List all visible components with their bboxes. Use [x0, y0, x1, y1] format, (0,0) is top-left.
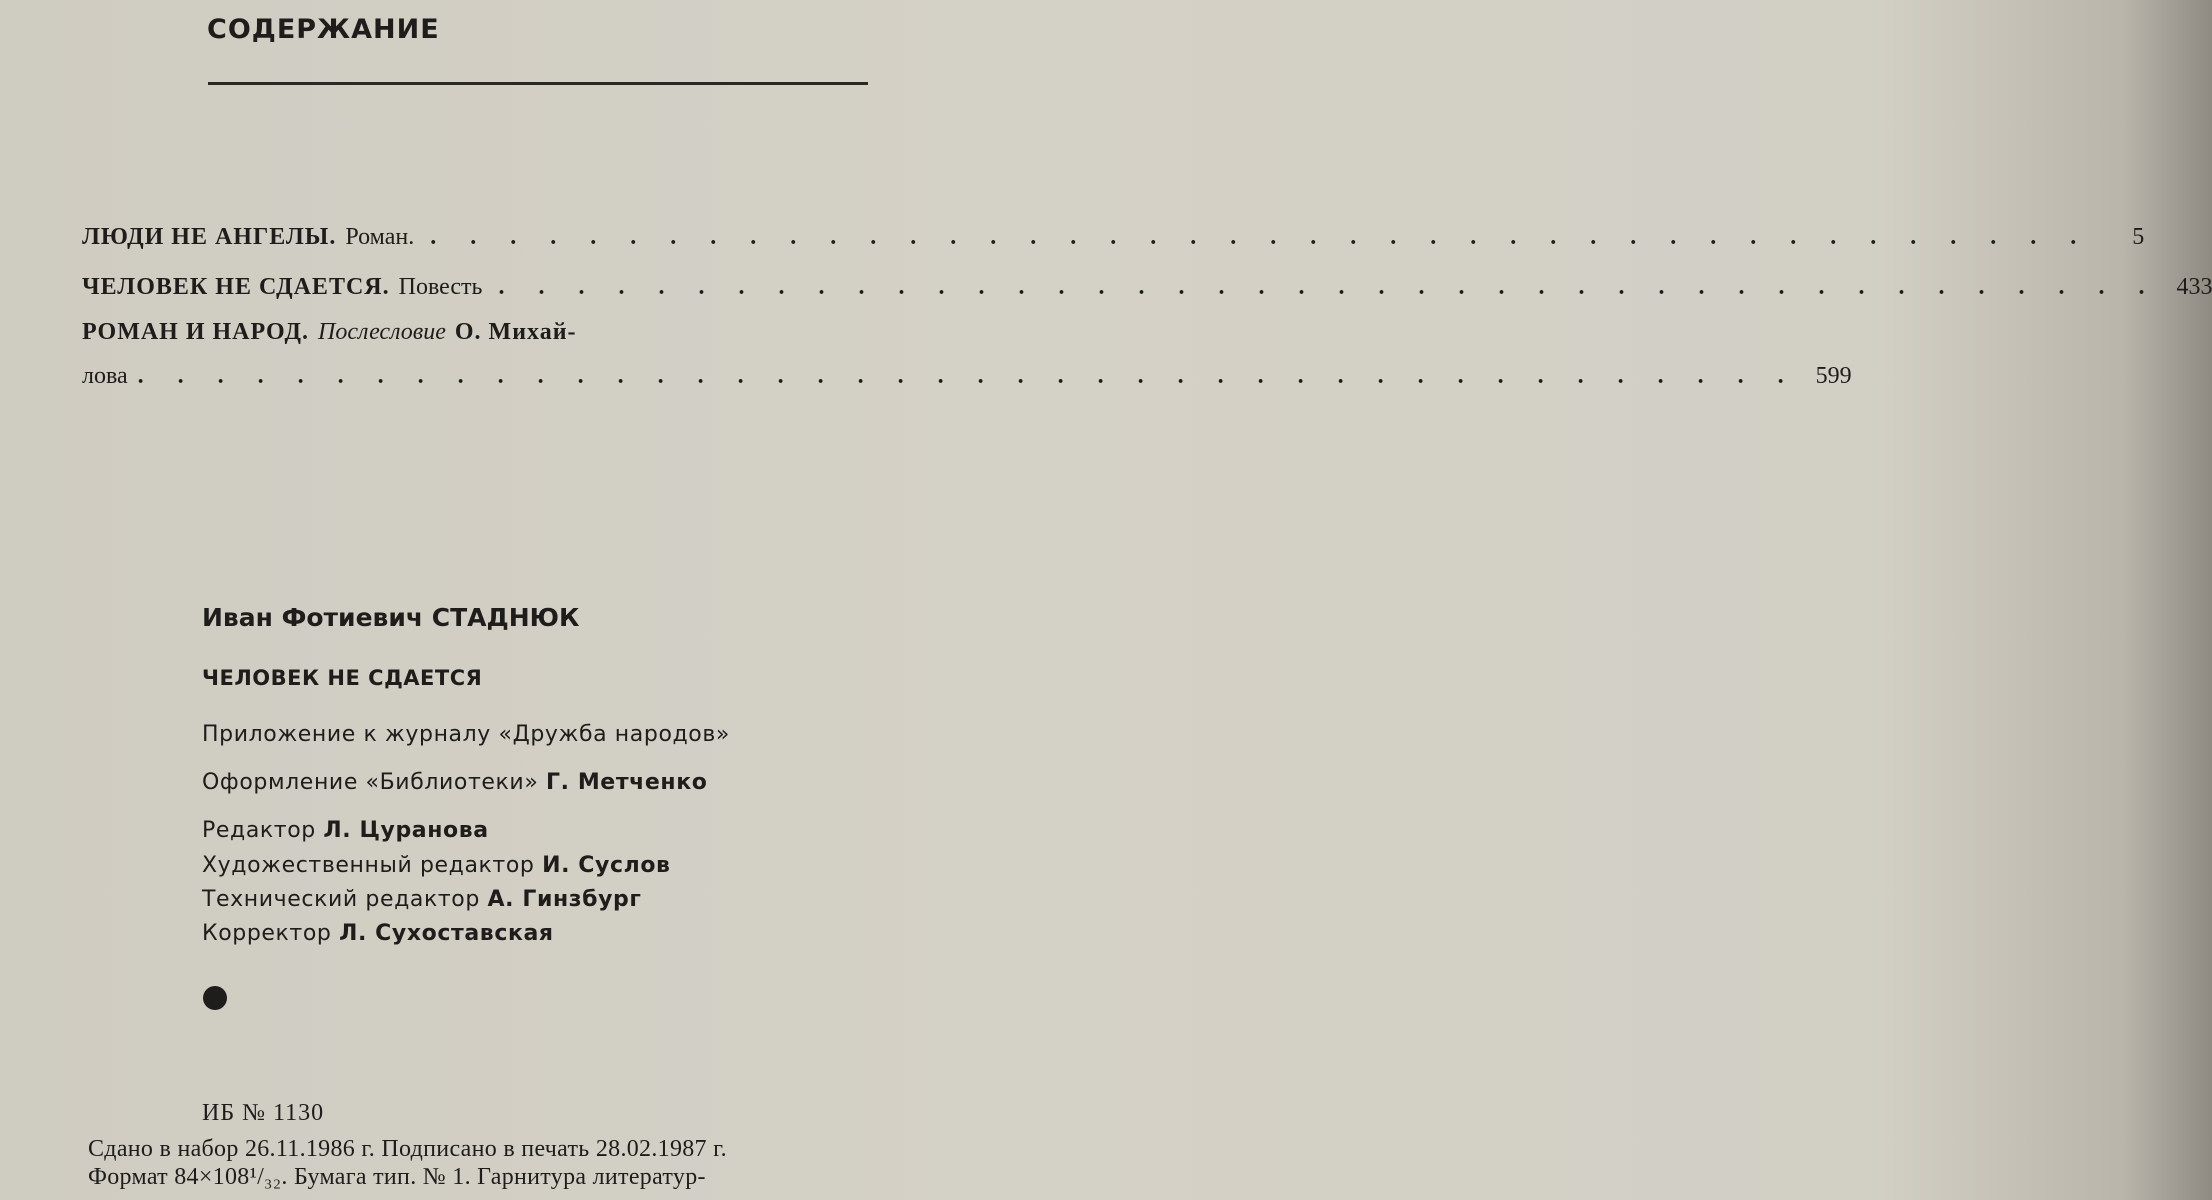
art-editor-line — [202, 853, 671, 878]
author-name: Иван Фотиевич СТАДНЮК — [202, 603, 580, 632]
tech-editor-line — [202, 887, 642, 912]
design-name: Г. Метченко — [545, 770, 708, 795]
toc-entry-title: ЛЮДИ НЕ АНГЕЛЫ. — [82, 224, 337, 250]
toc-entry-page: 433 — [2176, 274, 2212, 300]
editor-label: Редактор — [202, 818, 316, 843]
tech-editor-label: Технический редактор — [202, 887, 480, 912]
bullet-icon — [203, 986, 227, 1010]
art-editor-label: Художественный редактор — [202, 853, 535, 878]
art-editor-name: И. Суслов — [542, 853, 671, 878]
corrector-line — [202, 921, 554, 946]
toc-entry — [82, 222, 2145, 252]
editor-line — [202, 818, 489, 843]
editor-name: Л. Цуранова — [323, 818, 489, 843]
toc-entry-author: О. Михай- — [454, 319, 577, 345]
toc-entry — [82, 317, 1852, 391]
dot-leader: . . . . . . . . . . . . . . . . . . . . . . . . . . . . . . . . . . . . . . . . . . — [498, 274, 2159, 300]
contents-rule — [208, 82, 868, 85]
dot-leader: . . . . . . . . . . . . . . . . . . . . . . . . . . . . . . . . . . . . . . . . . . — [430, 224, 2091, 250]
toc-entry-subtitle: Повесть — [398, 274, 483, 300]
tech-editor-name: А. Гинзбург — [487, 887, 642, 912]
toc-entry-subtitle: Роман. — [345, 224, 415, 250]
ib-number: ИБ № 1130 — [202, 1100, 325, 1126]
supplement-line: Приложение к журналу «Дружба народов» — [202, 722, 730, 747]
corrector-name: Л. Сухоставская — [339, 921, 554, 946]
book-title: ЧЕЛОВЕК НЕ СДАЕТСЯ — [202, 666, 483, 690]
toc-entry — [82, 272, 2212, 302]
format-line: Формат 84×108¹/₃₂. Бумага тип. № 1. Гарнитура литератур- — [88, 1164, 706, 1190]
toc-entry-page: 5 — [2132, 224, 2145, 250]
dot-leader: . . . . . . . . . . . . . . . . . . . . . . . . . . . . . . . . . . . . . . . . . . — [137, 363, 1798, 389]
toc-entry-page: 599 — [1815, 363, 1852, 389]
toc-entry-title: ЧЕЛОВЕК НЕ СДАЕТСЯ. — [82, 274, 390, 300]
design-line — [202, 770, 707, 795]
contents-heading: СОДЕРЖАНИЕ — [207, 14, 440, 45]
toc-entry-title: РОМАН И НАРОД. — [82, 319, 310, 345]
toc-entry-continuation: лова — [82, 363, 128, 389]
toc-entry-subtitle: Послесловие — [318, 319, 446, 345]
typeset-line: Сдано в набор 26.11.1986 г. Подписано в печать 28.02.1987 г. — [88, 1136, 727, 1162]
design-label: Оформление «Библиотеки» — [202, 770, 539, 795]
corrector-label: Корректор — [202, 921, 332, 946]
